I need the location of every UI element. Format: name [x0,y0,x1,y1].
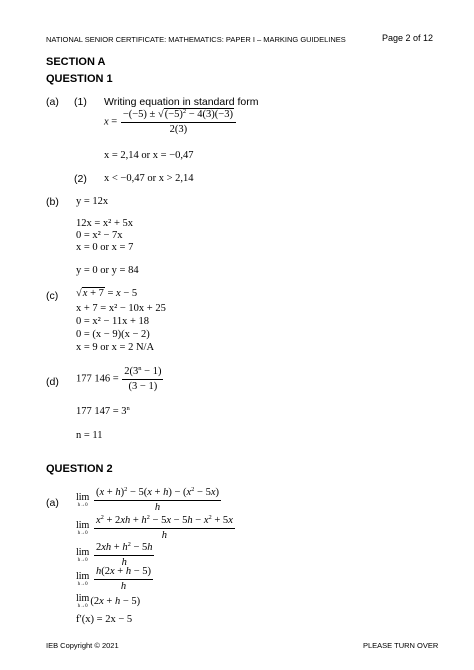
q2-step-4: lim h→0 $\frac{h(2x + h - 5)}{h}$ [76,566,151,593]
c-line-4: x = 9 or x = 2 N/A [76,342,155,353]
c-line-3: 0 = (x − 9)(x − 2) [76,329,150,340]
b-line-5: y = 0 or y = 84 [76,265,139,276]
d-line-2: 177 $147 = 3^n$ [76,405,130,417]
footer-copyright: IEB Copyright © 2021 [46,641,119,650]
q2-final: f′(x) = 2x − 5 [76,614,133,625]
subpart-2-label: (2) [74,173,87,185]
b-line-3: 0 = x² − 7x [76,230,123,241]
c-line-2: 0 = x² − 11x + 18 [76,316,150,327]
q2-step-5: lim h→0 (2x + h − 5) [76,593,141,609]
part-a-label: (a) [46,96,59,108]
page-header-title: NATIONAL SENIOR CERTIFICATE: MATHEMATICS: PAPER I – MARKING GUIDELINES [46,35,346,44]
b-line-2: 12x = x² + 5x [76,218,133,229]
footer-turn-over: PLEASE TURN OVER [363,641,439,650]
q2-step-2: lim h→0 $\frac{x^2 + 2xh + h^2 - 5x - 5h - x^2 + 5x}{h}$ [76,514,233,542]
b-line-4: x = 0 or x = 7 [76,242,134,253]
a1-result: x = 2,14 or x = −0,47 [104,150,194,161]
section-heading: SECTION A [46,56,106,68]
a2-result: x < −0,47 or x > 2,14 [104,173,194,184]
q2-part-a-label: (a) [46,497,59,509]
part-b-label: (b) [46,196,59,208]
q2-step-3: lim h→0 $\frac{2xh + h^2 - 5h}{h}$ [76,541,153,569]
c-equation: √x + 7 = x − 5 [76,288,138,299]
part-d-label: (d) [46,376,59,388]
d-line-3: n = 11 [76,430,103,441]
c-line-1: x + 7 = x² − 10x + 25 [76,303,166,314]
quadratic-formula: x = $\frac{-(-5) \pm √(-5)^2 - 4(3)(-3)}{2(3)}$ [104,108,237,136]
part-c-label: (c) [46,290,59,302]
subpart-1-label: (1) [74,96,87,108]
question-1-heading: QUESTION 1 [46,73,113,85]
b-line-1: y = 12x [76,196,109,207]
page-number: Page 2 of 12 [382,33,434,43]
d-geometric-sum: 177 146 = $\frac{2(3^n - 1)}{(3 - 1)}$ [76,365,162,393]
question-2-heading: QUESTION 2 [46,463,113,475]
standard-form-text: Writing equation in standard form [104,96,259,108]
q2-step-1: lim h→0 $\frac{(x + h)^2 - 5(x + h) - (x^2 - 5x)}{h}$ [76,486,220,514]
